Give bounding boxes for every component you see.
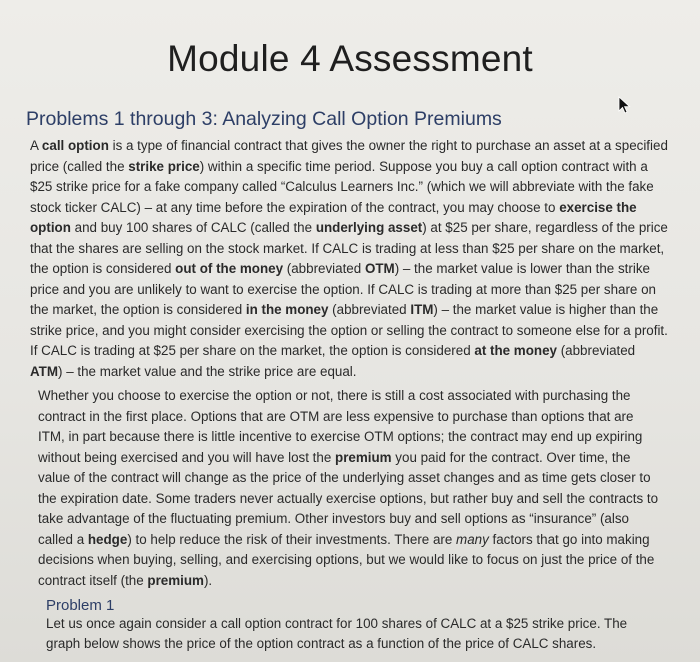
text-run: (abbreviated (328, 302, 411, 317)
bold-term: strike price (128, 158, 200, 174)
bold-term: premium (147, 572, 204, 588)
problem-1-text: Let us once again consider a call option contract for 100 shares of CALC at a $25 strike price. The graph below shows the price of the option contract as a function of the price of CALC shares. (46, 616, 628, 651)
text-run: factors that go into making decisions when buying, selling, and exercising options, but we would like to focus on just the price of the contract itself (the (38, 531, 655, 588)
text-run: ) within a specific time period. Suppose you buy a call option contract with a $25 strike price for a fake company called “Calculus Learners Inc.” (which we will abbreviate with the fake stock ticker CALC) – at any time before the expiration of the contract, you may choose to (30, 158, 654, 215)
page-title: Module 4 Assessment (167, 38, 533, 79)
bold-term: ITM (410, 302, 434, 317)
text-run: ) to help reduce the risk of their investments. There are (127, 531, 457, 547)
text-run: (abbreviated (283, 261, 365, 276)
problem-1-heading: Problem 1 (46, 597, 115, 614)
bold-term: premium (335, 449, 392, 465)
paragraph-call-option-definition (30, 136, 670, 382)
mouse-pointer-icon (617, 96, 631, 114)
bold-term: in the money (245, 302, 329, 317)
text-run: you paid for the contract. Over time, the value of the contract will change as the price of the underlying asset changes and as time gets closer to the expiration date. Some traders never actually exercise options, but rather buy and sell the contracts to take advantage of the fluctuating premium. Other investors buy and sell options as “insurance” (also called a (38, 449, 659, 547)
bold-term: exercise the option (30, 199, 637, 235)
section-heading: Problems 1 through 3: Analyzing Call Option Premiums (26, 108, 502, 130)
text-run: ). (203, 572, 213, 588)
text-run: and buy 100 shares of CALC (called the (70, 220, 316, 235)
bold-term: underlying asset (315, 220, 423, 235)
text-run: Whether you choose to exercise the option or not, there is still a cost associated with purchasing the contract in the first place. Options that are OTM are less expensive to purchase than options that are ITM, in part because there is little incentive to exercise OTM options; the contract may end up expiring without being exercised and you will have lost the (38, 388, 643, 465)
bold-term: OTM (364, 261, 395, 276)
bold-term: ATM (30, 363, 59, 379)
text-run: (abbreviated (556, 343, 636, 358)
text-run: ) – the market value is lower than the strike price and you are unlikely to want to exercise the option. If CALC is trading at more than $25 per share on the market, the option is considered (30, 261, 656, 317)
text-run: ) – the market value and the strike price are equal. (58, 363, 357, 379)
text-run: A (30, 138, 42, 153)
bold-term: hedge (87, 531, 128, 547)
paragraph-premium-explanation (38, 386, 663, 591)
text-run: is a type of financial contract that gives the owner the right to purchase an asset at a specified price (called the (30, 138, 668, 174)
emphasis-term: many (456, 531, 489, 547)
bold-term: at the money (474, 343, 557, 358)
text-run: ) at $25 per share, regardless of the price that the shares are selling on the stock market. If CALC is trading at less than $25 per share on the market, the option is considered (30, 220, 668, 276)
bold-term: out of the money (175, 261, 284, 276)
bold-term: call option (41, 138, 109, 153)
text-run: ) – the market value is higher than the strike price, and you might consider exercising the option or selling the contract to someone else for a profit. If CALC is trading at $25 per share on the market, the option is considered (30, 302, 668, 358)
